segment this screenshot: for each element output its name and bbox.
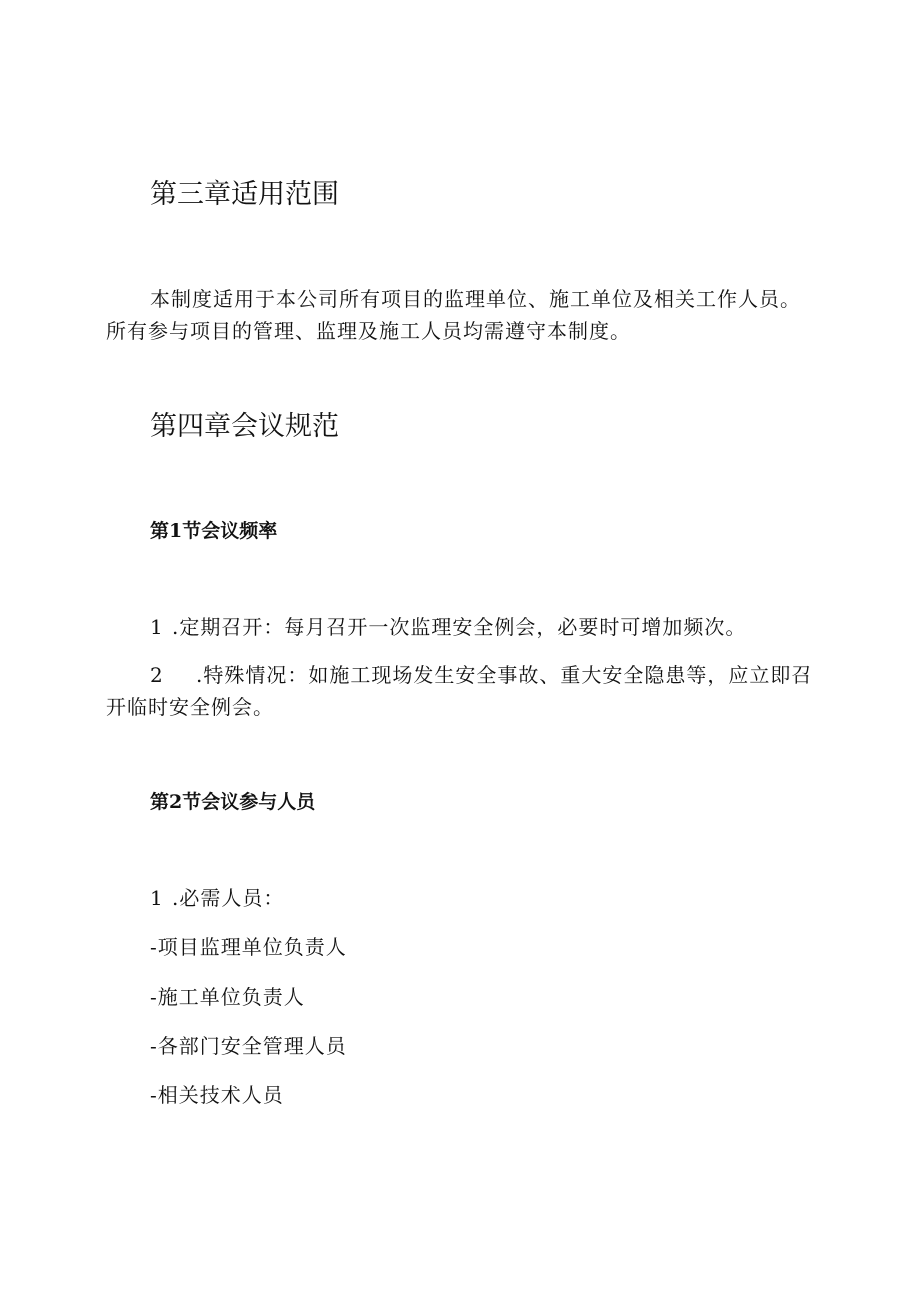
required-personnel-text: .必需人员： xyxy=(172,886,285,910)
required-personnel-item xyxy=(150,884,284,912)
section-2-title: 第2节会议参与人员 xyxy=(150,791,316,813)
chapter-3-paragraph: 本制度适用于本公司所有项目的监理单位、施工单位及相关工作人员。所有参与项目的管理、监理及施工人员均需遵守本制度。 xyxy=(106,287,801,343)
personnel-list-item: -施工单位负责人 xyxy=(150,985,305,1009)
frequency-item-1-number: 1 xyxy=(150,615,164,639)
frequency-item-1 xyxy=(150,613,746,641)
chapter-4-title: 第四章会议规范 xyxy=(150,411,339,442)
personnel-list-item: -相关技术人员 xyxy=(150,1083,284,1107)
personnel-list-item: -项目监理单位负责人 xyxy=(150,935,347,959)
frequency-item-1-text: .定期召开：每月召开一次监理安全例会，必要时可增加频次。 xyxy=(172,615,747,639)
section-1-title: 第1节会议频率 xyxy=(150,520,278,542)
frequency-item-2-number: 2 xyxy=(150,663,164,687)
frequency-item-2 xyxy=(106,659,818,723)
required-personnel-number: 1 xyxy=(150,886,164,910)
personnel-list-item: -各部门安全管理人员 xyxy=(150,1034,347,1058)
chapter-3-title: 第三章适用范围 xyxy=(150,179,339,210)
frequency-item-2-text: .特殊情况：如施工现场发生安全事故、重大安全隐患等，应立即召开临时安全例会。 xyxy=(106,663,813,719)
